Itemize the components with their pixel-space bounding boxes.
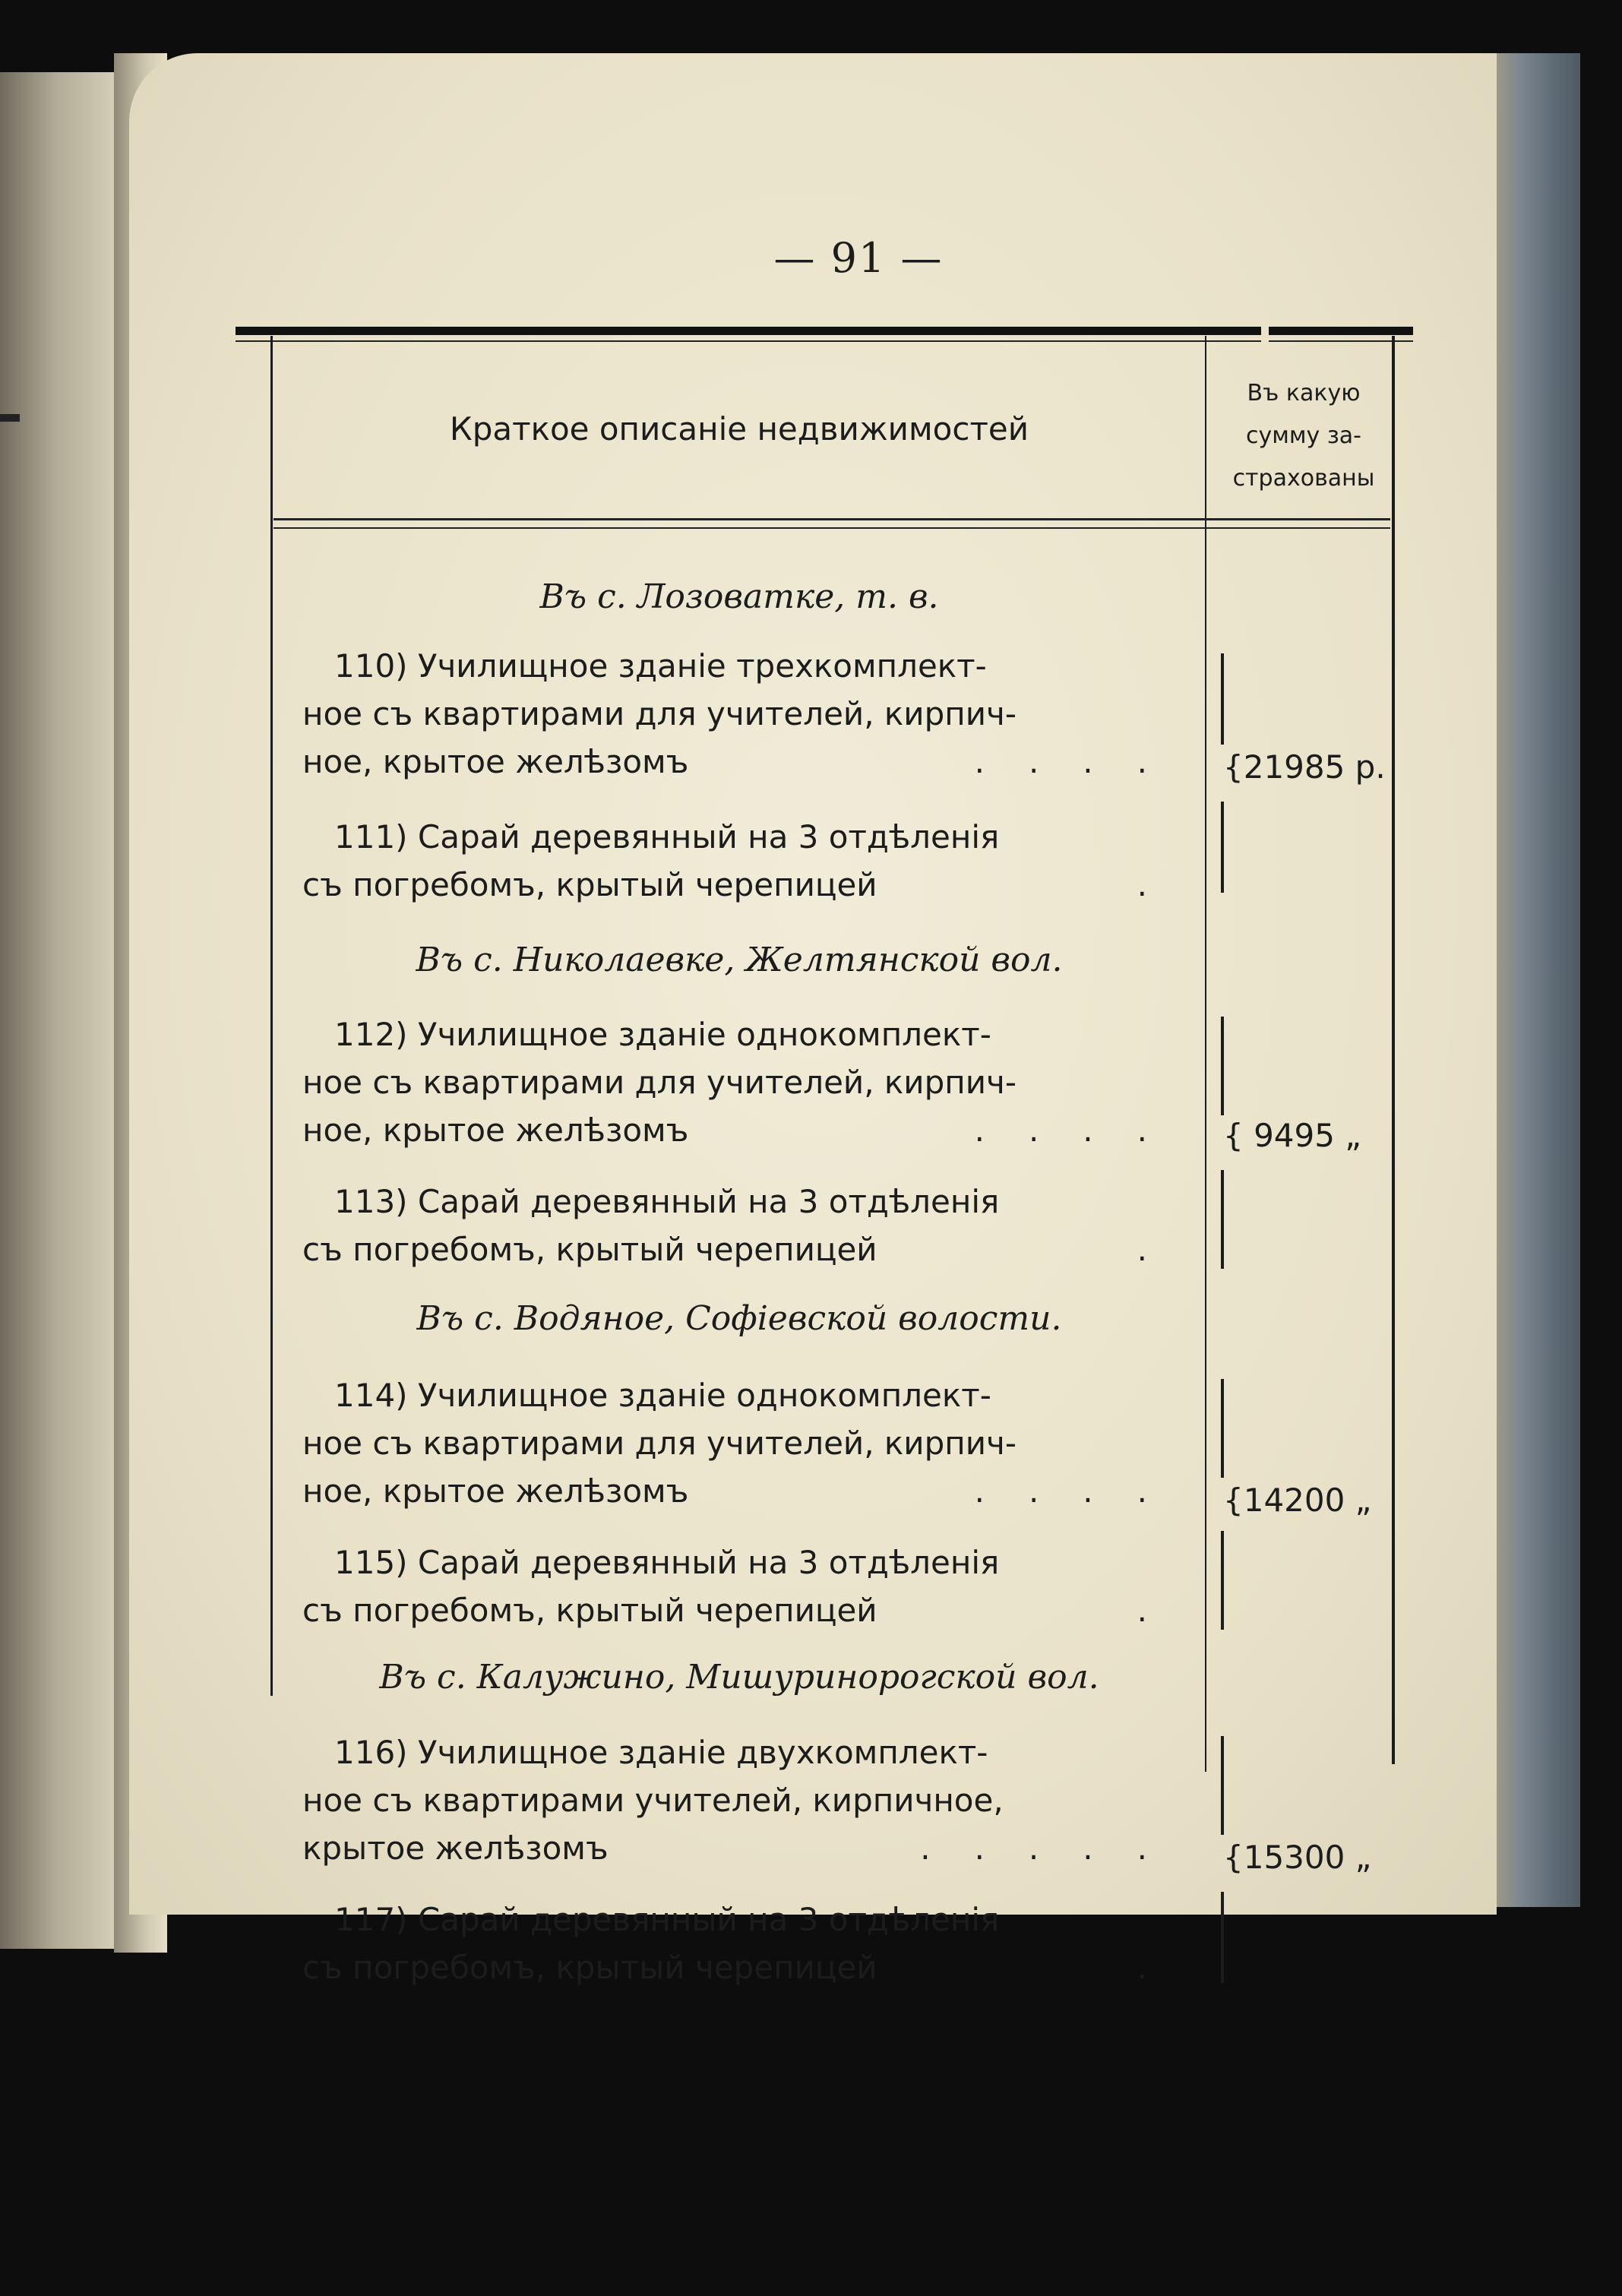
leader-dots: ..... [920, 1830, 1191, 1867]
insured-sum: {14200 „ [1223, 1482, 1372, 1519]
leader-dots: . [1137, 1231, 1191, 1268]
entry-line: 110) Училищное зданіе трехкомплект- [334, 647, 987, 685]
column-header-sum-line: страхованы [1232, 465, 1375, 492]
entry-line: 117) Сарай деревянный на 3 отдѣленія [334, 1901, 1000, 1938]
entry-line-text: съ погребомъ, крытый черепицей [302, 1592, 877, 1629]
entry-line [302, 1943, 1199, 1991]
entry-line [302, 738, 1199, 786]
entry-line [302, 861, 1199, 909]
entry-line: 113) Сарай деревянный на 3 отдѣленія [334, 1183, 1000, 1220]
brace-bar [1221, 653, 1224, 745]
entry-line-text: съ погребомъ, крытый черепицей [302, 1949, 877, 1986]
entry-line-text: крытое желѣзомъ [302, 1830, 609, 1867]
page-number: — 91 — [773, 234, 944, 282]
entry-line-text: ное, крытое желѣзомъ [302, 1112, 689, 1149]
table-top-rule-right [1269, 327, 1413, 335]
entry-line-text: ное, крытое желѣзомъ [302, 743, 689, 780]
book-cover-edge [1489, 53, 1580, 1907]
column-header-sum [1209, 372, 1398, 500]
entry-line: 114) Училищное зданіе однокомплект- [334, 1377, 991, 1414]
location-heading: Въ с. Водяное, Софіевской волости. [416, 1299, 1062, 1338]
entry-line: 115) Сарай деревянный на 3 отдѣленія [334, 1544, 1000, 1581]
table-right-border [1392, 336, 1395, 1764]
entry-line-text: ное, крытое желѣзомъ [302, 1472, 689, 1510]
brace-bar [1221, 1379, 1224, 1478]
brace-bar [1221, 1736, 1224, 1835]
leader-dots: . [1137, 1949, 1191, 1986]
list-item [302, 1178, 1199, 1273]
entry-line [302, 1225, 1199, 1273]
column-header-sum-line: Въ какую [1247, 380, 1361, 406]
location-heading: Въ с. Лозоватке, т. в. [539, 577, 939, 616]
brace-bar [1221, 1531, 1224, 1630]
entry-line: ное съ квартирами для учителей, кирпич- [302, 695, 1017, 732]
entry-line [302, 1824, 1199, 1872]
entry-line: ное съ квартирами учителей, кирпичное, [302, 1782, 1004, 1819]
header-separator [273, 518, 1390, 520]
brace-bar [1221, 1017, 1224, 1115]
entry-line: 112) Училищное зданіе однокомплект- [334, 1016, 991, 1053]
leader-dots: .... [974, 743, 1191, 780]
entry-line-text: съ погребомъ, крытый черепицей [302, 866, 877, 903]
entry-line: 116) Училищное зданіе двухкомплект- [334, 1734, 988, 1771]
leader-dots: .... [974, 1472, 1191, 1510]
table-column-divider [1205, 336, 1206, 1772]
book-page [129, 53, 1497, 1986]
insured-sum: { 9495 „ [1223, 1117, 1362, 1154]
column-header-description: Краткое описаніе недвижимостей [449, 410, 1029, 447]
insured-sum: {21985 р. [1223, 748, 1386, 786]
leader-dots: . [1137, 866, 1191, 903]
brace-bar [1221, 802, 1224, 893]
entry-line [302, 1467, 1199, 1515]
entry-line [302, 1106, 1199, 1154]
left-page-mark [0, 414, 20, 422]
table-top-rule-thin [236, 340, 1261, 342]
location-heading: Въ с. Николаевке, Желтянской вол. [416, 941, 1063, 979]
list-item [302, 1896, 1199, 1991]
list-item [302, 813, 1199, 909]
leader-dots: . [1137, 1592, 1191, 1629]
table-left-border [270, 336, 273, 1696]
entry-line: ное съ квартирами для учителей, кирпич- [302, 1425, 1017, 1462]
brace-bar [1221, 1170, 1224, 1269]
entry-line: ное съ квартирами для учителей, кирпич- [302, 1064, 1017, 1101]
table-top-rule [236, 327, 1261, 335]
list-item [302, 1539, 1199, 1634]
brace-bar [1221, 1892, 1224, 1983]
insured-sum: {15300 „ [1223, 1839, 1372, 1876]
column-header-sum-line: сумму за- [1246, 422, 1361, 449]
location-heading: Въ с. Калужино, Мишуринорогской вол. [379, 1658, 1099, 1697]
list-item [302, 642, 1199, 786]
header-separator-thin [273, 527, 1390, 529]
leader-dots: .... [974, 1112, 1191, 1149]
entry-line [302, 1586, 1199, 1634]
entry-line-text: съ погребомъ, крытый черепицей [302, 1231, 877, 1268]
entry-line: 111) Сарай деревянный на 3 отдѣленія [334, 818, 1000, 855]
list-item [302, 1728, 1199, 1872]
list-item [302, 1371, 1199, 1515]
list-item [302, 1010, 1199, 1154]
